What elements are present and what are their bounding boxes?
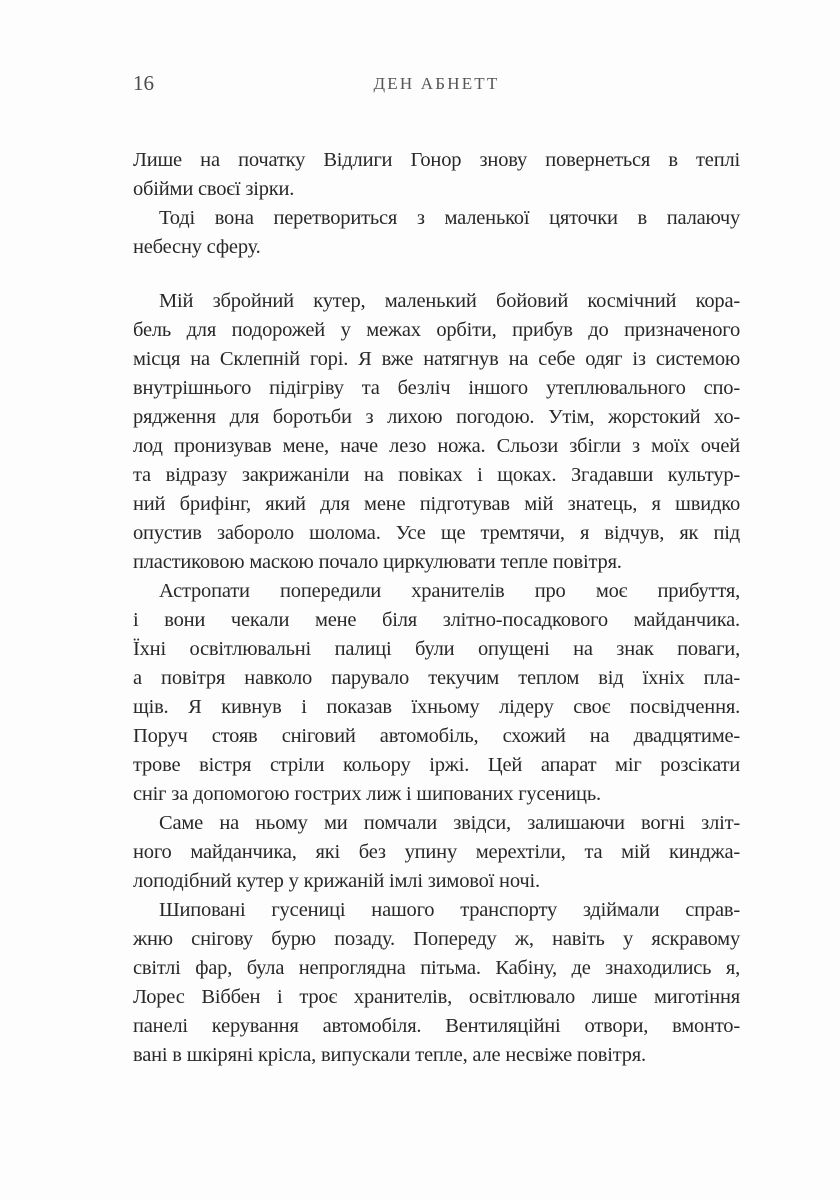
text-line: Тоді вона перетвориться з маленької цяточки в палаючу bbox=[159, 207, 740, 229]
text-line: Шиповані гусениці нашого транспорту здіймали справ- bbox=[159, 899, 740, 921]
text-line: Астропати попередили хранителів про моє прибуття, bbox=[159, 580, 740, 602]
text-line: рядження для боротьби з лихою погодою. Утім, жорстокий хо- bbox=[133, 406, 740, 428]
text-line: лоподібний кутер у крижаній імлі зимової ночі. bbox=[133, 870, 540, 892]
text-body bbox=[133, 146, 740, 1070]
text-line: Поруч стояв сніговий автомобіль, схожий на двадцятиме- bbox=[133, 725, 740, 747]
text-line: бель для подорожей у межах орбіти, прибув до призначеного bbox=[133, 319, 740, 341]
paragraph bbox=[133, 896, 740, 1070]
text-line: Їхні освітлювальні палиці були опущені на знак поваги, bbox=[133, 638, 740, 660]
paragraph bbox=[133, 577, 740, 809]
text-line: опустив забороло шолома. Усе ще тремтячи, я відчув, як під bbox=[133, 522, 740, 544]
text-line: сніг за допомогою гострих лиж і шипованих гусениць. bbox=[133, 783, 601, 805]
text-line: жню снігову бурю позаду. Попереду ж, навіть у яскравому bbox=[133, 928, 740, 950]
text-line: і вони чекали мене біля злітно-посадкового майданчика. bbox=[133, 609, 740, 631]
text-line: щів. Я кивнув і показав їхньому лідеру своє посвідчення. bbox=[133, 696, 740, 718]
paragraph bbox=[133, 146, 740, 204]
paragraph bbox=[133, 204, 740, 262]
text-line: Лорес Віббен і троє хранителів, освітлювало лише миготіння bbox=[133, 986, 740, 1008]
running-head: ДЕН АБНЕТТ bbox=[373, 74, 500, 93]
text-line: обійми своєї зірки. bbox=[133, 178, 295, 200]
text-line: небесну сферу. bbox=[133, 236, 261, 258]
paragraph bbox=[133, 809, 740, 896]
paragraph bbox=[133, 287, 740, 577]
text-line: ного майданчика, які без упину мерехтіли, та мій кинджа- bbox=[133, 841, 740, 863]
text-line: вані в шкіряні крісла, випускали тепле, але несвіже повітря. bbox=[133, 1044, 646, 1066]
text-line: та відразу закрижаніли на повіках і щоках. Згадавши культур- bbox=[133, 464, 740, 486]
text-line: світлі фар, була непроглядна пітьма. Кабіну, де знаходились я, bbox=[133, 957, 740, 979]
text-line: трове вістря стріли кольору іржі. Цей апарат міг розсікати bbox=[133, 754, 740, 776]
text-line: місця на Склепній горі. Я вже натягнув на себе одяг із системою bbox=[133, 348, 740, 370]
text-line: лод пронизував мене, наче лезо ножа. Сльози збігли з моїх очей bbox=[133, 435, 740, 457]
text-line: панелі керування автомобіля. Вентиляційні отвори, вмонто- bbox=[133, 1015, 740, 1037]
text-line: Мій збройний кутер, маленький бойовий космічний кора- bbox=[159, 290, 740, 312]
text-line: Саме на ньому ми помчали звідси, залишаючи вогні зліт- bbox=[159, 812, 740, 834]
text-line: Лише на початку Відлиги Гонор знову повернеться в теплі bbox=[133, 149, 740, 171]
text-line: внутрішнього підігріву та безліч іншого утеплювального спо- bbox=[133, 377, 740, 399]
text-line: а повітря навколо парувало текучим теплом від їхніх пла- bbox=[133, 667, 740, 689]
page-header bbox=[133, 71, 740, 97]
page-number: 16 bbox=[133, 71, 154, 95]
text-line: пластиковою маскою почало циркулювати тепле повітря. bbox=[133, 551, 622, 573]
text-line: ний брифінг, який для мене підготував мій знатець, я швидко bbox=[133, 493, 740, 515]
